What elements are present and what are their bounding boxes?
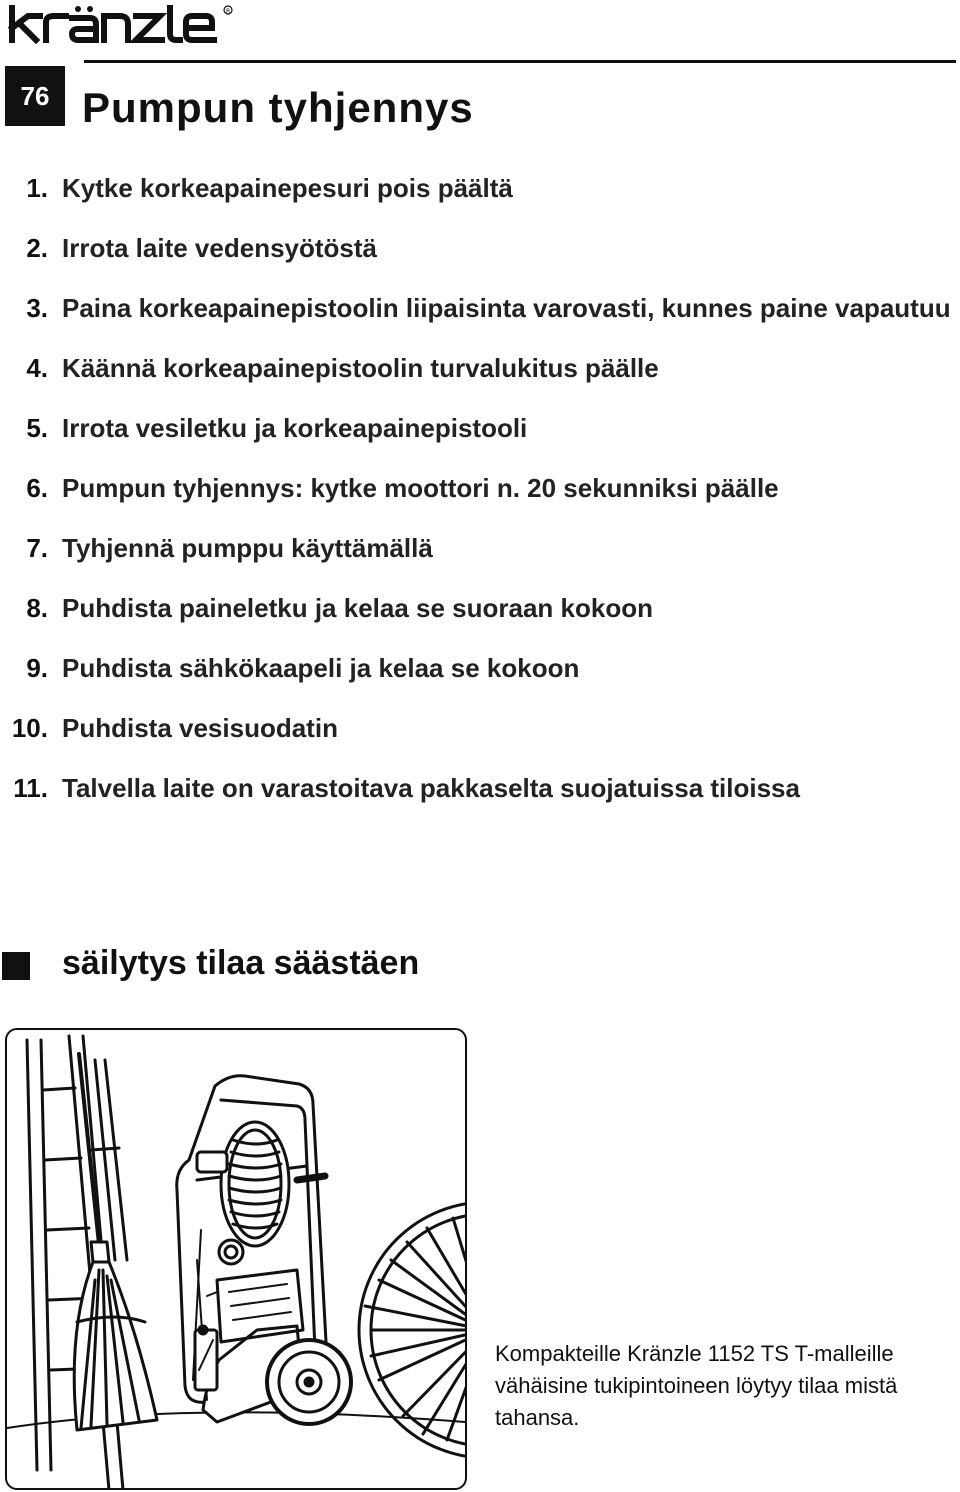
step-number: 5. <box>26 413 48 443</box>
step-text: Irrota vesiletku ja korkeapainepistooli <box>62 413 528 443</box>
step-number: 1. <box>26 173 48 203</box>
list-item <box>0 580 960 640</box>
list-item <box>0 760 960 820</box>
step-number: 11. <box>13 773 48 803</box>
step-number: 9. <box>26 653 48 683</box>
step-number: 6. <box>26 473 48 503</box>
list-item <box>0 640 960 700</box>
svg-text:R: R <box>226 8 231 15</box>
step-number: 2. <box>26 233 48 263</box>
list-item <box>0 400 960 460</box>
list-item <box>0 280 960 340</box>
section-heading: säilytys tilaa säästäen <box>62 944 420 982</box>
caption-line: Kompakteille Kränzle 1152 TS T-malleille <box>495 1341 894 1366</box>
caption-line: tahansa. <box>495 1405 580 1430</box>
list-item <box>0 700 960 760</box>
step-text: Puhdista sähkökaapeli ja kelaa se kokoon <box>62 653 580 683</box>
page-title: Pumpun tyhjennys <box>82 84 474 131</box>
step-number: 4. <box>26 353 48 383</box>
kranzle-logo <box>6 4 234 44</box>
list-item <box>0 340 960 400</box>
square-bullet-icon <box>2 952 30 980</box>
step-text: Tyhjennä pumppu käyttämällä <box>62 533 433 563</box>
step-number: 7. <box>26 533 48 563</box>
list-item <box>0 220 960 280</box>
page-number: 76 <box>5 66 65 126</box>
storage-illustration <box>5 1028 467 1490</box>
step-text: Paina korkeapainepistoolin liipaisinta varovasti, kunnes paine vapautuu <box>62 293 951 323</box>
step-text: Kytke korkeapainepesuri pois päältä <box>62 173 513 203</box>
step-text: Talvella laite on varastoitava pakkaselta suojatuissa tiloissa <box>62 773 800 803</box>
step-number: 10. <box>11 713 48 743</box>
caption <box>495 1338 945 1434</box>
pressure-washer-drawing <box>177 1076 351 1424</box>
steps-list <box>0 160 960 820</box>
header-rule <box>84 60 956 63</box>
step-text: Irrota laite vedensyötöstä <box>62 233 377 263</box>
caption-line: vähäisine tukipintoineen löytyy tilaa mistä <box>495 1373 898 1398</box>
step-text: Pumpun tyhjennys: kytke moottori n. 20 sekunniksi päälle <box>62 473 779 503</box>
step-number: 8. <box>26 593 48 623</box>
step-number: 3. <box>26 293 48 323</box>
step-text: Käännä korkeapainepistoolin turvalukitus päälle <box>62 353 659 383</box>
step-text: Puhdista vesisuodatin <box>62 713 338 743</box>
list-item <box>0 460 960 520</box>
bicycle-wheel-drawing <box>359 1202 465 1458</box>
list-item <box>0 160 960 220</box>
step-text: Puhdista paineletku ja kelaa se suoraan kokoon <box>62 593 653 623</box>
list-item <box>0 520 960 580</box>
